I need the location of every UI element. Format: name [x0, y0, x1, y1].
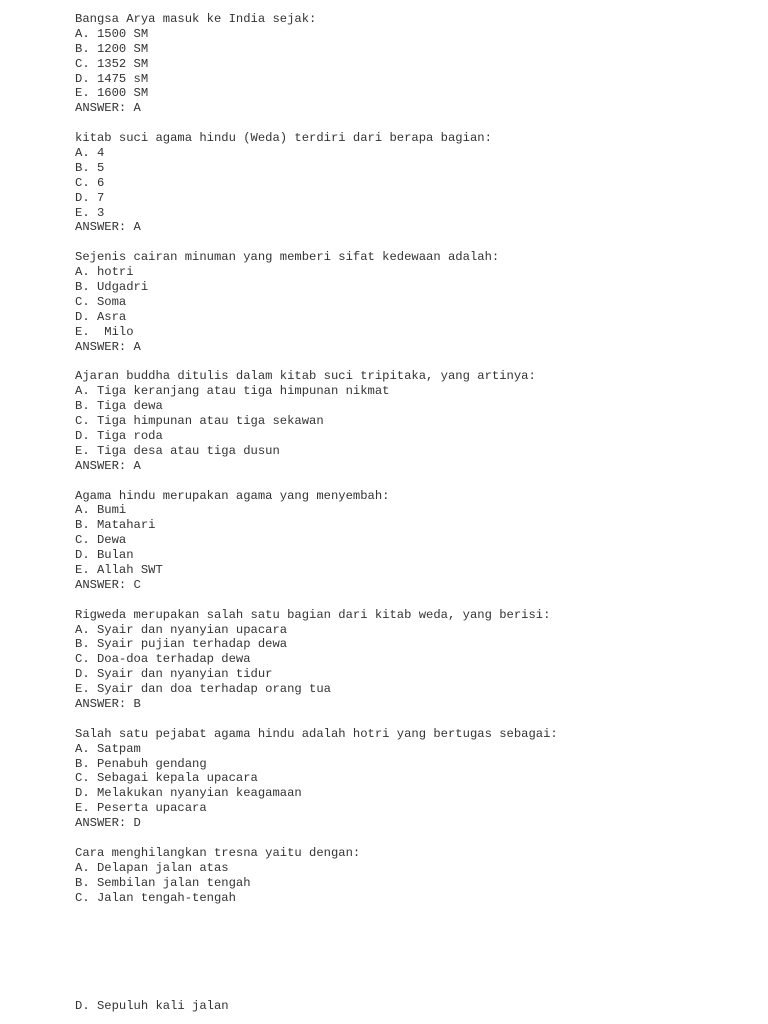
option-c: C. Dewa	[75, 533, 127, 548]
option-c: C. Soma	[75, 294, 127, 309]
option-b: B. Penabuh gendang	[75, 756, 207, 771]
option-c: C. 1352 SM	[75, 56, 149, 71]
option-e: E. Allah SWT	[75, 562, 163, 577]
option-e: E. Peserta upacara	[75, 801, 207, 816]
answer-line: ANSWER: A	[75, 101, 141, 116]
option-d: D. Tiga roda	[75, 428, 163, 443]
option-b: B. Sembilan jalan tengah	[75, 875, 251, 890]
option-e: E. Tiga desa atau tiga dusun	[75, 443, 280, 458]
option-d: D. Sepuluh kali jalan	[75, 999, 229, 1014]
option-a: A. 4	[75, 146, 105, 161]
option-a: A. Delapan jalan atas	[75, 860, 229, 875]
option-a: A. Syair dan nyanyian upacara	[75, 622, 288, 637]
option-a: A. Satpam	[75, 741, 141, 756]
option-a: A. Tiga keranjang atau tiga himpunan nikmat	[75, 384, 390, 399]
question-text: Salah satu pejabat agama hindu adalah hotri yang bertugas sebagai:	[75, 726, 558, 741]
question-text: Sejenis cairan minuman yang memberi sifat kedewaan adalah:	[75, 250, 500, 265]
option-e: E. 3	[75, 205, 105, 220]
question-text: Cara menghilangkan tresna yaitu dengan:	[75, 845, 361, 860]
question-text: Agama hindu merupakan agama yang menyembah:	[75, 488, 390, 503]
option-c: C. 6	[75, 175, 105, 190]
option-e: E. Syair dan doa terhadap orang tua	[75, 682, 331, 697]
question-block	[75, 12, 755, 116]
question-block	[75, 489, 755, 593]
option-c: C. Sebagai kepala upacara	[75, 771, 258, 786]
answer-line: ANSWER: A	[75, 220, 141, 235]
question-block	[75, 131, 755, 235]
question-text: Rigweda merupakan salah satu bagian dari kitab weda, yang berisi:	[75, 607, 551, 622]
option-b: B. Matahari	[75, 518, 156, 533]
option-c: C. Tiga himpunan atau tiga sekawan	[75, 414, 324, 429]
question-block	[75, 369, 755, 473]
answer-line: ANSWER: B	[75, 696, 141, 711]
question-block	[75, 250, 755, 354]
option-d: D. Bulan	[75, 548, 134, 563]
option-d: D. Melakukan nyanyian keagamaan	[75, 786, 302, 801]
option-c: C. Jalan tengah-tengah	[75, 890, 236, 905]
option-b: B. 5	[75, 160, 105, 175]
option-e: E. Milo	[75, 324, 134, 339]
question-block	[75, 846, 755, 906]
answer-line: ANSWER: C	[75, 577, 141, 592]
option-d: D. Syair dan nyanyian tidur	[75, 667, 273, 682]
option-b: B. Syair pujian terhadap dewa	[75, 637, 288, 652]
question-text: Ajaran buddha ditulis dalam kitab suci tripitaka, yang artinya:	[75, 369, 536, 384]
question-block	[75, 727, 755, 831]
question-text: Bangsa Arya masuk ke India sejak:	[75, 12, 317, 26]
answer-line: ANSWER: A	[75, 458, 141, 473]
answer-line: ANSWER: D	[75, 816, 141, 831]
option-b: B. Udgadri	[75, 280, 149, 295]
option-c: C. Doa-doa terhadap dewa	[75, 652, 251, 667]
option-d: D. 1475 sM	[75, 71, 149, 86]
option-a: A. hotri	[75, 265, 134, 280]
question-text: kitab suci agama hindu (Weda) terdiri dari berapa bagian:	[75, 131, 492, 146]
option-e: E. 1600 SM	[75, 86, 149, 101]
option-a: A. Bumi	[75, 503, 127, 518]
option-d: D. 7	[75, 190, 105, 205]
question-block	[75, 608, 755, 712]
option-b: B. Tiga dewa	[75, 399, 163, 414]
quiz-text	[75, 12, 755, 1014]
option-a: A. 1500 SM	[75, 26, 149, 41]
option-d: D. Asra	[75, 309, 127, 324]
answer-line: ANSWER: A	[75, 339, 141, 354]
option-b: B. 1200 SM	[75, 41, 149, 56]
